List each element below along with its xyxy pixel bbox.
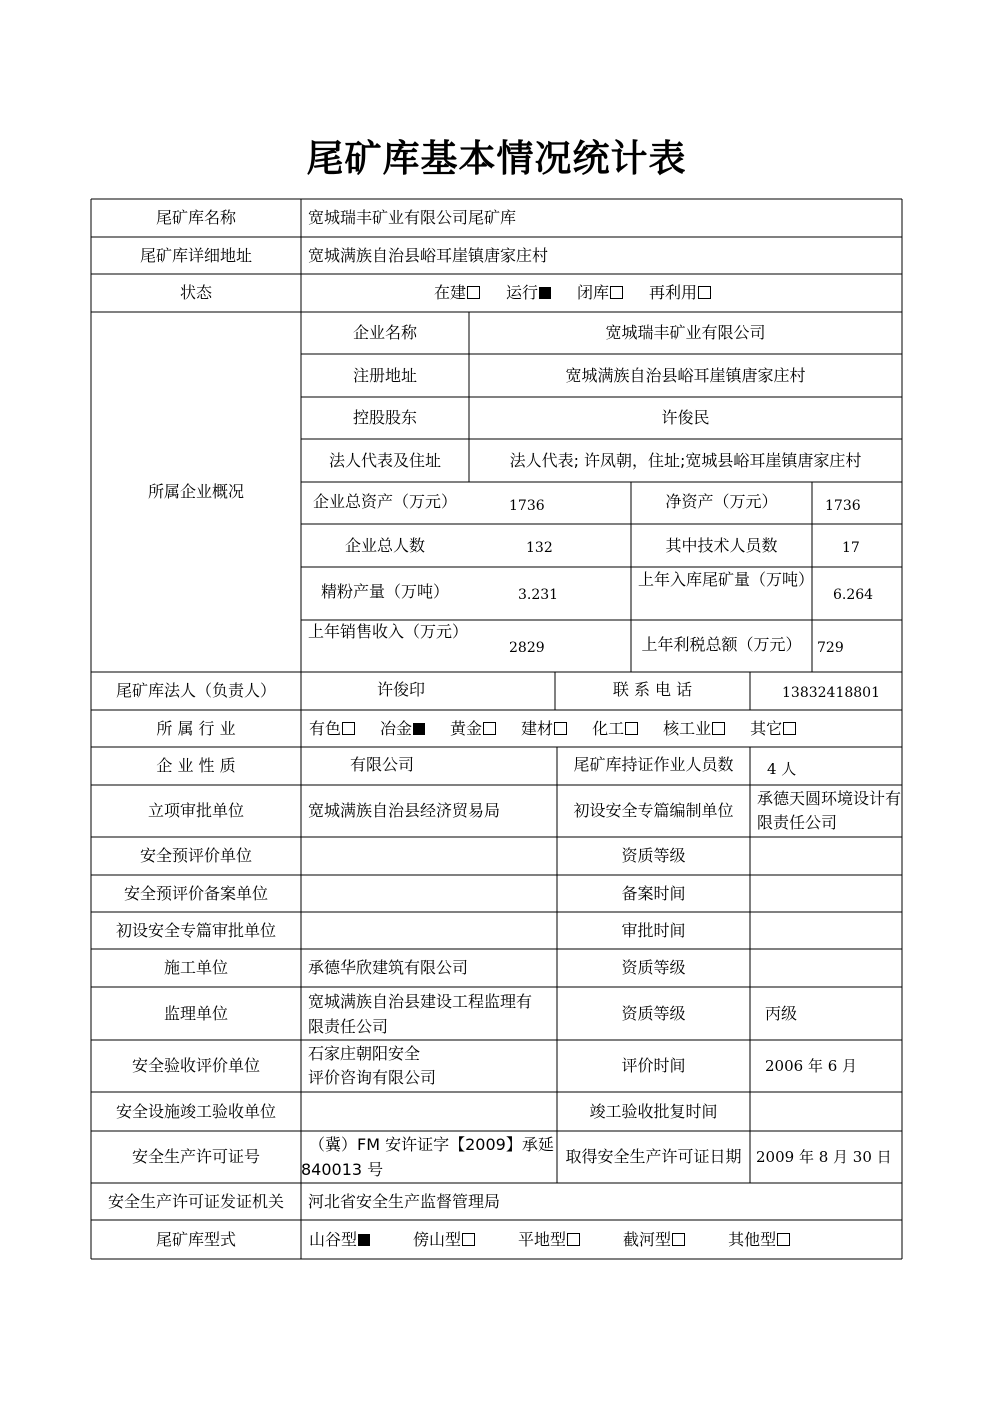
completion-time-label: 竣工验收批复时间 [589, 1101, 718, 1121]
reg-address-value: 宽城满族自治县峪耳崖镇唐家庄村 [565, 365, 806, 385]
checkbox-filled-icon [358, 1234, 370, 1246]
checkbox-empty-icon [777, 1233, 790, 1246]
checkbox-filled-icon [539, 287, 551, 299]
industry-option-nuclear[interactable]: 核工业 [663, 719, 725, 739]
license-value [301, 1131, 557, 1183]
tech-staff-value: 17 [842, 540, 860, 556]
construction-value: 承德华欣建筑有限公司 [308, 958, 469, 977]
design-review-label: 初设安全专篇审批单位 [115, 920, 276, 940]
controller-label: 控股股东 [352, 408, 417, 427]
acceptance-eval-value-line1: 石家庄朝阳安全 [308, 1044, 421, 1063]
supervision-qual-value: 丙级 [765, 1003, 798, 1023]
checkbox-empty-icon [483, 722, 496, 735]
tailings-address-value: 宽城满族自治县峪耳崖镇唐家庄村 [308, 245, 549, 265]
status-option-reuse[interactable]: 再利用 [649, 283, 711, 303]
net-assets-label: 净资产（万元） [665, 492, 778, 511]
status-option-running[interactable]: 运行 [506, 283, 551, 303]
phone-value: 13832418801 [782, 685, 880, 701]
pre-eval-record-label: 安全预评价备案单位 [123, 883, 268, 903]
license-value-line1: （冀）FM 安许证字【2009】承延 [309, 1135, 554, 1154]
status-options [434, 274, 894, 312]
design-unit-value-line2: 限责任公司 [757, 813, 838, 832]
nature-value: 有限公司 [350, 755, 415, 774]
concentrate-label: 精粉产量（万吨） [320, 582, 449, 601]
company-name-label: 企业名称 [352, 323, 417, 342]
legal-rep-value: 法人代表; 许凤朝，住址;宽城县峪耳崖镇唐家庄村 [509, 450, 862, 470]
phone-label: 联 系 电 话 [612, 680, 693, 699]
status-option-closed[interactable]: 闭库 [577, 283, 623, 303]
revenue-value: 2829 [509, 640, 545, 656]
license-date-value: 2009 年 8 月 30 日 [756, 1148, 892, 1166]
checkbox-empty-icon [672, 1233, 685, 1246]
total-assets-label: 企业总资产（万元） [312, 492, 457, 511]
tailings-name-value: 宽城瑞丰矿业有限公司尾矿库 [308, 208, 517, 227]
type-option-hillside[interactable]: 傍山型 [413, 1230, 475, 1250]
acceptance-eval-value [301, 1040, 557, 1092]
legal-rep-label: 法人代表及住址 [328, 450, 441, 470]
industry-option-metallurgy[interactable]: 冶金 [380, 719, 425, 739]
review-time-label: 审批时间 [621, 920, 686, 940]
record-time-value [750, 875, 902, 912]
supervision-value-line1: 宽城满族自治县建设工程监理有 [308, 991, 533, 1011]
checkbox-empty-icon [567, 1233, 580, 1246]
pre-eval-record-value [301, 875, 557, 912]
license-date-label: 取得安全生产许可证日期 [565, 1147, 742, 1166]
design-unit-value-line1: 承德天圆环境设计有 [757, 789, 902, 808]
industry-label: 所 属 行 业 [156, 718, 236, 738]
tax-label: 上年利税总额（万元） [641, 635, 802, 654]
construction-qual-value [750, 949, 902, 987]
supervision-value-line2: 限责任公司 [308, 1016, 389, 1036]
checkbox-empty-icon [610, 286, 623, 299]
checkbox-empty-icon [462, 1233, 475, 1246]
certified-staff-label: 尾矿库持证作业人员数 [573, 755, 734, 774]
reg-address-label: 注册地址 [352, 365, 417, 385]
approval-value: 宽城满族自治县经济贸易局 [308, 801, 501, 820]
industry-option-gold[interactable]: 黄金 [450, 719, 496, 739]
eval-time-label: 评价时间 [621, 1056, 686, 1075]
license-value-line2: 840013 号 [301, 1160, 384, 1179]
completion-time-value [750, 1092, 902, 1131]
type-option-valley[interactable]: 山谷型 [309, 1230, 370, 1250]
design-unit-label: 初设安全专篇编制单位 [573, 801, 734, 820]
pre-eval-value [301, 837, 557, 875]
license-issuer-label: 安全生产许可证发证机关 [107, 1191, 284, 1211]
type-option-other[interactable]: 其他型 [728, 1230, 790, 1250]
record-time-label: 备案时间 [621, 883, 686, 903]
checkbox-empty-icon [783, 722, 796, 735]
construction-label: 施工单位 [163, 958, 228, 977]
legal-person-label: 尾矿库法人（负责人） [115, 681, 276, 700]
acceptance-eval-label: 安全验收评价单位 [131, 1056, 260, 1075]
industry-option-chemical[interactable]: 化工 [592, 719, 638, 739]
pre-eval-label: 安全预评价单位 [139, 846, 252, 865]
checkbox-empty-icon [698, 286, 711, 299]
pre-eval-qual-label: 资质等级 [621, 846, 686, 865]
tailings-type-label: 尾矿库型式 [155, 1229, 236, 1249]
checkbox-empty-icon [467, 286, 480, 299]
industry-options [309, 710, 902, 747]
tax-value: 729 [817, 640, 844, 656]
enterprise-section-label: 所属企业概况 [147, 482, 244, 501]
tailings-volume-value: 6.264 [833, 587, 874, 603]
pre-eval-qual-value [750, 837, 902, 875]
construction-qual-label: 资质等级 [621, 958, 686, 977]
status-option-building[interactable]: 在建 [434, 283, 480, 303]
acceptance-eval-value-line2: 评价咨询有限公司 [308, 1068, 437, 1087]
design-review-value [301, 912, 557, 949]
company-name-value: 宽城瑞丰矿业有限公司 [605, 323, 766, 342]
tech-staff-label: 其中技术人员数 [665, 535, 778, 555]
tailings-name-label: 尾矿库名称 [155, 208, 236, 227]
supervision-qual-label: 资质等级 [621, 1003, 686, 1023]
nature-label: 企 业 性 质 [156, 756, 236, 775]
tailings-address-label: 尾矿库详细地址 [139, 245, 252, 265]
concentrate-value: 3.231 [518, 587, 559, 603]
net-assets-value: 1736 [825, 498, 861, 514]
completion-label: 安全设施竣工验收单位 [115, 1101, 276, 1121]
status-label: 状态 [179, 283, 212, 302]
checkbox-empty-icon [342, 722, 355, 735]
total-assets-value: 1736 [509, 498, 545, 514]
review-time-value [750, 912, 902, 949]
legal-person-value: 许俊印 [376, 680, 425, 699]
eval-time-value: 2006 年 6 月 [765, 1057, 858, 1075]
tailings-volume-label: 上年入库尾矿量（万吨） [638, 570, 815, 589]
staff-label: 企业总人数 [344, 535, 425, 555]
type-option-river[interactable]: 截河型 [623, 1230, 685, 1250]
industry-option-other[interactable]: 其它 [750, 719, 796, 739]
approval-label: 立项审批单位 [147, 801, 244, 820]
industry-option-building-materials[interactable]: 建材 [521, 719, 567, 739]
supervision-value [301, 987, 557, 1040]
completion-value [301, 1092, 557, 1131]
type-option-flat[interactable]: 平地型 [518, 1230, 580, 1250]
page-title: 尾矿库基本情况统计表 [306, 136, 687, 180]
checkbox-empty-icon [712, 722, 725, 735]
revenue-label: 上年销售收入（万元） [308, 622, 469, 641]
supervision-label: 监理单位 [163, 1003, 228, 1023]
tailings-type-options [309, 1220, 902, 1259]
license-label: 安全生产许可证号 [131, 1147, 260, 1166]
controller-value: 许俊民 [661, 408, 710, 427]
staff-value: 132 [526, 540, 553, 556]
checkbox-empty-icon [554, 722, 567, 735]
license-issuer-value: 河北省安全生产监督管理局 [308, 1191, 501, 1211]
industry-option-nonferrous[interactable]: 有色 [309, 719, 355, 739]
checkbox-empty-icon [625, 722, 638, 735]
certified-staff-value: 4 人 [767, 760, 797, 778]
checkbox-filled-icon [413, 723, 425, 735]
design-unit-value [757, 785, 902, 837]
